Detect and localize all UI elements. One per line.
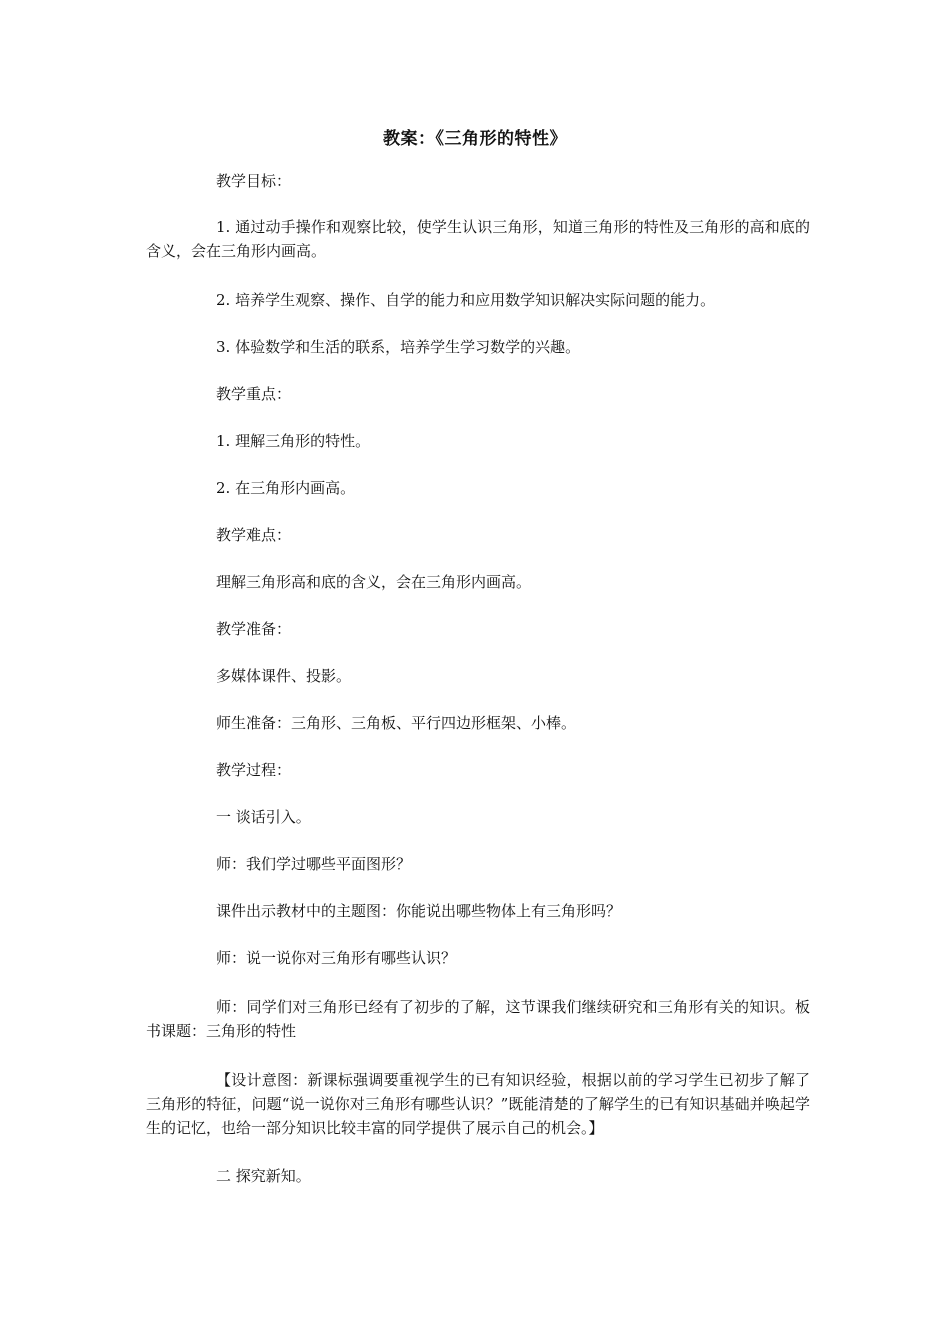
key-points-heading: 教学重点：: [216, 385, 292, 403]
teacher-question-2: 师：说一说你对三角形有哪些认识？: [216, 949, 457, 967]
key-point-1: 1. 理解三角形的特性。: [216, 432, 371, 450]
difficulty-text: 理解三角形高和底的含义，会在三角形内画高。: [216, 573, 532, 591]
process-heading: 教学过程：: [216, 761, 292, 779]
objective-3: 3. 体验数学和生活的联系，培养学生学习数学的兴趣。: [216, 338, 581, 356]
key-point-2: 2. 在三角形内画高。: [216, 479, 356, 497]
preparation-text: 多媒体课件、投影。: [216, 667, 352, 685]
objective-2: 2. 培养学生观察、操作、自学的能力和应用数学知识解决实际问题的能力。: [216, 291, 716, 309]
objectives-heading: 教学目标：: [216, 172, 292, 190]
section-1-heading: 一 谈话引入。: [216, 808, 311, 826]
teacher-question-1: 师：我们学过哪些平面图形？: [216, 855, 412, 873]
design-intent-paragraph: 【设计意图：新课标强调要重视学生的已有知识经验，根据以前的学习学生已初步了解了三角形的特征，问题“说一说你对三角形有哪些认识？”既能清楚的了解学生的已有知识基础并唤起学生的记忆，也给一部分知识比较丰富的同学提供了展示自己的机会。】: [146, 1071, 810, 1137]
teacher-student-preparation: 师生准备：三角形、三角板、平行四边形框架、小棒。: [216, 714, 577, 732]
preparation-heading: 教学准备：: [216, 620, 292, 638]
teacher-intro-paragraph: 师：同学们对三角形已经有了初步的了解，这节课我们继续研究和三角形有关的知识。板书课题：三角形的特性: [146, 998, 810, 1040]
document-title: 教案：《三角形的特性》: [383, 129, 567, 149]
section-2-heading: 二 探究新知。: [216, 1167, 311, 1185]
objective-1: 1. 通过动手操作和观察比较，使学生认识三角形，知道三角形的特性及三角形的高和底的含义，会在三角形内画高。: [146, 218, 810, 260]
difficulty-heading: 教学难点：: [216, 526, 292, 544]
courseware-text: 课件出示教材中的主题图：你能说出哪些物体上有三角形吗？: [216, 902, 622, 920]
